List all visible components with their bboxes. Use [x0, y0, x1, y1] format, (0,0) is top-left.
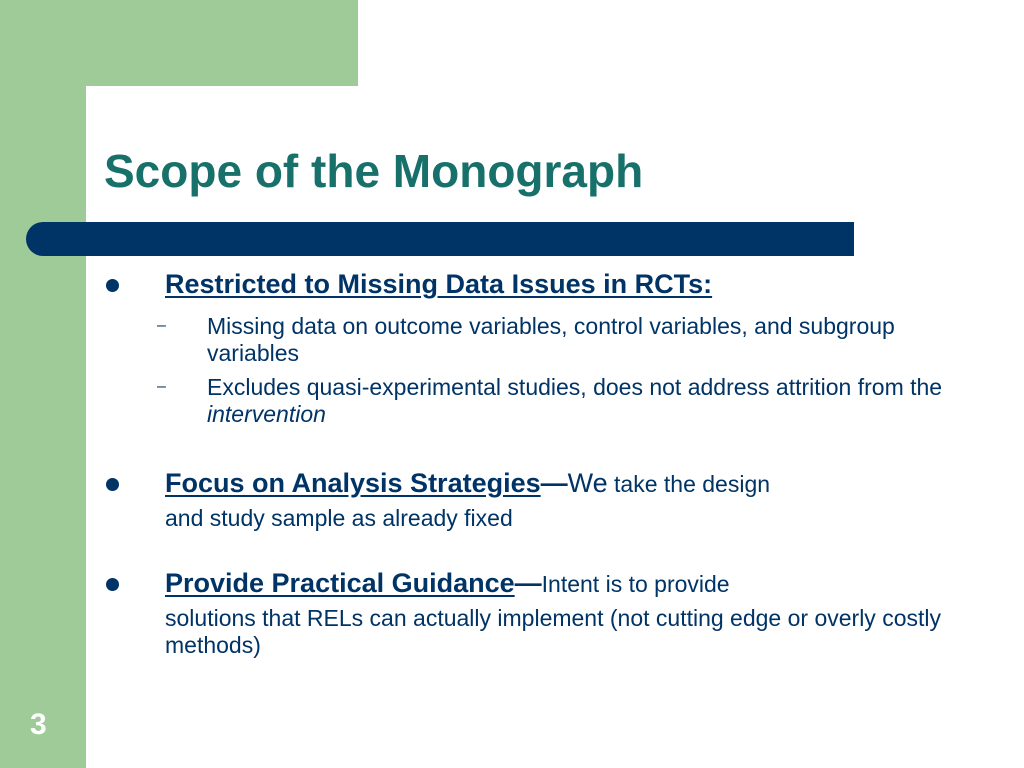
- em-dash: —: [514, 568, 542, 598]
- sub-bullet-missing-data: [157, 313, 945, 367]
- lead-word: We: [567, 468, 608, 498]
- bullet-heading: Restricted to Missing Data Issues in RCTs:: [165, 269, 713, 299]
- bullet-dot-icon: [106, 478, 119, 491]
- sub-bullet-text: Missing data on outcome variables, control variables, and subgroup variables: [207, 313, 895, 366]
- title-underline-bar: [26, 222, 854, 256]
- left-accent-band: [0, 0, 86, 768]
- page-number: 3: [30, 708, 47, 741]
- bullet-heading: Focus on Analysis Strategies: [165, 468, 541, 498]
- slide-title: Scope of the Monograph: [104, 145, 644, 197]
- bullet-dot-icon: [106, 279, 119, 292]
- em-dash: —: [540, 468, 568, 498]
- bullet-text-first-line: Intent is to provide: [541, 571, 730, 597]
- bullet-dot-icon: [106, 578, 119, 591]
- sub-bullet-excludes: [157, 374, 945, 428]
- bullet-guidance: [165, 566, 945, 659]
- bullet-text-continued: solutions that RELs can actually implement (not cutting edge or overly costly methods): [165, 605, 941, 658]
- top-accent-band: [0, 0, 358, 86]
- bullet-heading: Provide Practical Guidance: [165, 568, 515, 598]
- dash-icon: –: [157, 378, 166, 395]
- dash-icon: –: [157, 317, 166, 334]
- bullet-text-continued: and study sample as already fixed: [165, 505, 513, 531]
- bullet-text-first-line: take the design: [607, 471, 771, 497]
- sub-bullet-text: Excludes quasi-experimental studies, does not address attrition from the: [207, 374, 943, 400]
- sub-bullet-italic-text: intervention: [207, 401, 326, 427]
- bullet-restricted: [157, 267, 945, 428]
- bullet-focus: [165, 466, 945, 532]
